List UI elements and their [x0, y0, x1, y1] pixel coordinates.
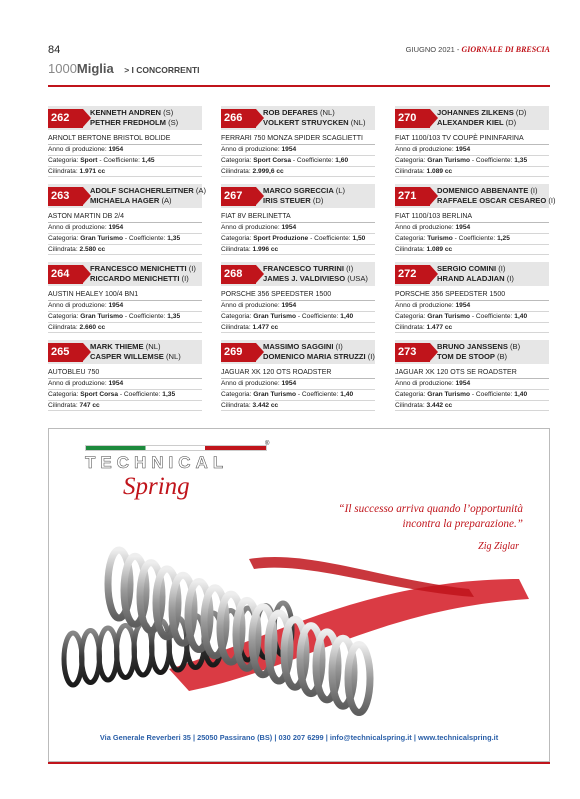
category-row [395, 312, 549, 323]
springs-illustration [49, 429, 549, 729]
codriver-country: (D) [312, 196, 324, 205]
category-row [221, 312, 375, 323]
entry-262 [48, 106, 202, 184]
issue-date: GIUGNO 2021 [405, 45, 455, 54]
entry-268 [221, 262, 375, 340]
driver-name-text: KENNETH ANDREN [90, 108, 162, 117]
entry-header [395, 184, 556, 208]
year-value: 1954 [108, 302, 124, 309]
year-value: 1954 [455, 224, 471, 231]
coefficient-value: 1,40 [514, 312, 528, 320]
section-brand [48, 61, 114, 76]
codriver-country: (A) [161, 196, 172, 205]
codriver-name [90, 196, 206, 206]
year-value: 1954 [281, 146, 297, 153]
entry-272 [395, 262, 549, 340]
displacement-value: 1.477 cc [426, 323, 453, 331]
entry-header [221, 340, 375, 364]
production-year-row [221, 301, 375, 312]
displacement-value: 3.442 cc [252, 401, 279, 409]
year-label: Anno di produzione: [395, 380, 454, 387]
coefficient-value: 1,35 [514, 156, 528, 164]
codriver-name [90, 352, 181, 362]
coefficient-label: - Coefficiente: [292, 156, 334, 164]
category-label: Categoria: [48, 390, 79, 398]
page-number: 84 [48, 44, 61, 56]
car-model: AUSTIN HEALEY 100/4 BN1 [48, 289, 202, 301]
category-row [221, 390, 375, 401]
driver-country: (I) [335, 342, 343, 351]
ad-brand-name: TECHNICAL [85, 453, 229, 472]
car-model: JAGUAR XK 120 OTS ROADSTER [221, 367, 375, 379]
production-year-row [395, 301, 549, 312]
year-label: Anno di produzione: [395, 302, 454, 309]
crew-names [437, 264, 514, 284]
codriver-name [437, 274, 514, 284]
category-label: Categoria: [221, 234, 252, 242]
displacement-label: Cilindrata: [221, 401, 251, 409]
displacement-row [48, 167, 202, 178]
codriver-name-text: TOM DE STOOP [437, 352, 495, 361]
driver-country: (NL) [145, 342, 161, 351]
year-label: Anno di produzione: [221, 302, 280, 309]
driver-name-text: ROB DEFARES [263, 108, 318, 117]
codriver-country: (S) [168, 118, 179, 127]
year-label: Anno di produzione: [395, 146, 454, 153]
driver-name [437, 342, 520, 352]
displacement-label: Cilindrata: [395, 167, 425, 175]
entry-269 [221, 340, 375, 418]
codriver-name [263, 352, 375, 362]
driver-name [263, 108, 366, 118]
displacement-label: Cilindrata: [221, 323, 251, 331]
driver-name-text: ADOLF SCHACHERLEITNER [90, 186, 194, 195]
codriver-country: (I) [367, 352, 375, 361]
codriver-country: (B) [496, 352, 508, 361]
displacement-label: Cilindrata: [48, 245, 78, 253]
codriver-name-text: ALEXANDER KIEL [437, 118, 504, 127]
section-divider [48, 85, 550, 87]
codriver-country: (I) [506, 274, 514, 283]
driver-name-text: JOHANNES ZILKENS [437, 108, 514, 117]
driver-name-text: MARCO SGRECCIA [263, 186, 334, 195]
displacement-value: 1.996 cc [252, 245, 279, 253]
category-row [221, 156, 375, 167]
entry-273 [395, 340, 549, 418]
codriver-name [263, 196, 345, 206]
entry-266 [221, 106, 375, 184]
entry-number-badge: 271 [395, 187, 430, 206]
coefficient-value: 1,35 [167, 234, 181, 242]
driver-country: (I) [498, 264, 506, 273]
production-year-row [48, 223, 202, 234]
driver-country: (I) [188, 264, 196, 273]
coefficient-label: - Coefficiente: [471, 390, 513, 398]
displacement-value: 2.660 cc [79, 323, 106, 331]
section-brand-name: Miglia [76, 61, 114, 76]
driver-country: (NL) [319, 108, 335, 117]
displacement-label: Cilindrata: [221, 245, 251, 253]
category-value: Sport Produzione [253, 234, 309, 242]
displacement-row [48, 245, 202, 256]
entries-column-1 [48, 106, 207, 418]
entry-header [48, 340, 202, 364]
entry-number-badge: 265 [48, 343, 83, 362]
codriver-name [263, 274, 368, 284]
car-model: AUTOBLEU 750 [48, 367, 202, 379]
production-year-row [395, 223, 549, 234]
coefficient-label: - Coefficiente: [297, 390, 339, 398]
car-model: FIAT 1100/103 TV COUPÈ PININFARINA [395, 133, 549, 145]
codriver-country: (USA) [347, 274, 368, 283]
displacement-label: Cilindrata: [221, 167, 251, 175]
driver-name-text: MARK THIEME [90, 342, 144, 351]
displacement-row [221, 245, 375, 256]
section-title [48, 60, 550, 80]
entry-header [48, 184, 207, 208]
entry-265 [48, 340, 202, 418]
crew-names [90, 108, 178, 128]
category-value: Gran Turismo [253, 312, 297, 320]
category-label: Categoria: [48, 234, 79, 242]
driver-name [90, 264, 196, 274]
entry-number-badge: 262 [48, 109, 83, 128]
coefficient-value: 1,35 [162, 390, 176, 398]
driver-name [90, 186, 206, 196]
crew-names [437, 342, 520, 362]
entry-number-badge: 263 [48, 187, 83, 206]
codriver-name-text: RICCARDO MENICHETTI [90, 274, 180, 283]
displacement-row [395, 245, 549, 256]
entry-number-badge: 269 [221, 343, 256, 362]
category-value: Gran Turismo [253, 390, 297, 398]
car-model: JAGUAR XK 120 OTS SE ROADSTER [395, 367, 549, 379]
entry-number-badge: 272 [395, 265, 430, 284]
entry-header [48, 262, 202, 286]
entries-column-3 [395, 106, 556, 418]
entry-header [395, 262, 549, 286]
driver-name-text: SERGIO COMINI [437, 264, 497, 273]
displacement-label: Cilindrata: [395, 323, 425, 331]
driver-country: (I) [530, 186, 538, 195]
coefficient-value: 1,45 [141, 156, 155, 164]
ad-quote-line-2: incontra la preparazione.” [402, 518, 523, 530]
year-value: 1954 [281, 380, 297, 387]
codriver-name-text: CASPER WILLEMSE [90, 352, 164, 361]
displacement-value: 2.999,6 cc [252, 167, 284, 175]
category-label: Categoria: [395, 312, 426, 320]
entry-number-badge: 264 [48, 265, 83, 284]
year-label: Anno di produzione: [221, 146, 280, 153]
category-value: Gran Turismo [80, 234, 124, 242]
category-label: Categoria: [395, 390, 426, 398]
production-year-row [395, 145, 549, 156]
coefficient-label: - Coefficiente: [124, 234, 166, 242]
displacement-value: 747 cc [79, 401, 100, 409]
displacement-row [395, 401, 549, 412]
entry-267 [221, 184, 375, 262]
codriver-name-text: JAMES J. VALDIVIESO [263, 274, 346, 283]
year-label: Anno di produzione: [48, 146, 107, 153]
driver-country: (I) [346, 264, 354, 273]
section-subtitle: > I CONCORRENTI [124, 65, 200, 75]
production-year-row [48, 379, 202, 390]
category-value: Gran Turismo [427, 312, 471, 320]
production-year-row [48, 301, 202, 312]
driver-name [263, 264, 368, 274]
crew-names [263, 186, 345, 206]
codriver-name [263, 118, 366, 128]
entry-number-badge: 268 [221, 265, 256, 284]
category-row [395, 390, 549, 401]
entry-263 [48, 184, 207, 262]
codriver-name [437, 118, 526, 128]
year-label: Anno di produzione: [221, 224, 280, 231]
driver-name [90, 108, 178, 118]
driver-name-text: BRUNO JANSSENS [437, 342, 508, 351]
displacement-row [395, 323, 549, 334]
coefficient-label: - Coefficiente: [99, 156, 140, 164]
year-label: Anno di produzione: [395, 224, 454, 231]
entry-header [221, 106, 375, 130]
category-label: Categoria: [221, 156, 252, 164]
category-row [395, 156, 549, 167]
codriver-name-text: IRIS STEUER [263, 196, 311, 205]
category-label: Categoria: [48, 312, 79, 320]
coefficient-label: - Coefficiente: [310, 234, 351, 242]
displacement-row [221, 401, 375, 412]
crew-names [263, 264, 368, 284]
displacement-label: Cilindrata: [395, 245, 425, 253]
page-header [48, 44, 550, 56]
coefficient-label: - Coefficiente: [124, 312, 166, 320]
codriver-country: (I) [181, 274, 189, 283]
driver-name [263, 186, 345, 196]
codriver-name-text: PETHER FREDHOLM [90, 118, 166, 127]
car-model: ASTON MARTIN DB 2/4 [48, 211, 202, 223]
driver-name [437, 108, 526, 118]
ad-quote-author: Zig Ziglar [478, 541, 519, 552]
displacement-value: 2.580 cc [79, 245, 106, 253]
driver-name [437, 186, 556, 196]
car-model: FIAT 8V BERLINETTA [221, 211, 375, 223]
crew-names [437, 186, 556, 206]
displacement-label: Cilindrata: [395, 401, 425, 409]
category-value: Gran Turismo [427, 156, 471, 164]
displacement-value: 3.442 cc [426, 401, 453, 409]
coefficient-label: - Coefficiente: [454, 234, 496, 242]
year-value: 1954 [108, 224, 124, 231]
page-bottom-rule [48, 762, 550, 764]
section-brand-number: 1000 [48, 61, 77, 76]
production-year-row [48, 145, 202, 156]
coefficient-label: - Coefficiente: [471, 312, 513, 320]
entry-number-badge: 266 [221, 109, 256, 128]
codriver-name-text: MICHAELA HAGER [90, 196, 160, 205]
coefficient-value: 1,60 [335, 156, 349, 164]
production-year-row [395, 379, 549, 390]
crew-names [263, 342, 375, 362]
displacement-row [221, 323, 375, 334]
category-row [48, 312, 202, 323]
coefficient-value: 1,25 [497, 234, 510, 242]
entry-264 [48, 262, 202, 340]
codriver-name [437, 352, 520, 362]
entry-271 [395, 184, 556, 262]
year-value: 1954 [281, 224, 297, 231]
entries-column-2 [221, 106, 375, 418]
newspaper-info [406, 45, 550, 54]
displacement-label: Cilindrata: [48, 167, 78, 175]
entry-number-badge: 267 [221, 187, 256, 206]
displacement-label: Cilindrata: [48, 401, 78, 409]
category-row [48, 234, 202, 245]
driver-name-text: DOMENICO ABBENANTE [437, 186, 529, 195]
ad-contact-footer[interactable]: Via Generale Reverberi 35 | 25050 Passirano (BS) | 030 207 6299 | info@technicalspring.it | www.technicalspring.it [99, 733, 499, 742]
crew-names [90, 342, 181, 362]
codriver-name-text: VOLKERT STRUYCKEN [263, 118, 349, 127]
coefficient-value: 1,40 [340, 312, 354, 320]
codriver-country: (NL) [165, 352, 181, 361]
category-label: Categoria: [221, 312, 252, 320]
crew-names [437, 108, 526, 128]
year-label: Anno di produzione: [221, 380, 280, 387]
entry-number-badge: 273 [395, 343, 430, 362]
displacement-label: Cilindrata: [48, 323, 78, 331]
coefficient-label: - Coefficiente: [297, 312, 339, 320]
driver-name-text: FRANCESCO MENICHETTI [90, 264, 187, 273]
displacement-value: 1.089 cc [426, 245, 453, 253]
category-label: Categoria: [395, 234, 426, 242]
year-value: 1954 [455, 146, 471, 153]
codriver-name-text: DOMENICO MARIA STRUZZI [263, 352, 366, 361]
category-value: Sport Corsa [80, 390, 119, 398]
category-label: Categoria: [221, 390, 252, 398]
year-label: Anno di produzione: [48, 224, 107, 231]
category-label: Categoria: [48, 156, 79, 164]
silver-spring-coils [108, 550, 370, 713]
entry-header [48, 106, 202, 130]
category-row [221, 234, 375, 245]
driver-name [90, 342, 181, 352]
codriver-name-text: HRAND ALADJIAN [437, 274, 505, 283]
driver-country: (L) [335, 186, 346, 195]
coefficient-label: - Coefficiente: [119, 390, 161, 398]
ribbon-fold [249, 557, 474, 597]
driver-name-text: MASSIMO SAGGINI [263, 342, 334, 351]
car-model: ARNOLT BERTONE BRISTOL BOLIDE [48, 133, 202, 145]
production-year-row [221, 145, 375, 156]
category-value: Sport [80, 156, 98, 164]
codriver-name [90, 274, 196, 284]
spring-coil [348, 645, 370, 713]
category-value: Gran Turismo [427, 390, 471, 398]
production-year-row [221, 223, 375, 234]
car-model: PORSCHE 356 SPEEDSTER 1500 [395, 289, 549, 301]
coefficient-label: - Coefficiente: [471, 156, 513, 164]
newspaper-name: GIORNALE DI BRESCIA [461, 45, 550, 54]
driver-country: (S) [163, 108, 174, 117]
crew-names [90, 186, 206, 206]
entry-header [395, 106, 549, 130]
category-label: Categoria: [395, 156, 426, 164]
ad-brand-script: Spring [123, 473, 190, 500]
registered-mark: ® [265, 441, 270, 447]
driver-name [437, 264, 514, 274]
coefficient-value: 1,40 [340, 390, 354, 398]
advertisement[interactable] [48, 428, 550, 762]
year-value: 1954 [108, 146, 124, 153]
coefficient-value: 1,40 [514, 390, 528, 398]
category-value: Turismo [427, 234, 453, 242]
production-year-row [221, 379, 375, 390]
displacement-row [48, 401, 202, 412]
category-row [395, 234, 549, 245]
codriver-country: (D) [505, 118, 517, 127]
entry-header [221, 184, 375, 208]
displacement-value: 1.971 cc [79, 167, 106, 175]
year-value: 1954 [455, 302, 471, 309]
year-value: 1954 [281, 302, 297, 309]
category-value: Gran Turismo [80, 312, 124, 320]
displacement-value: 1.477 cc [252, 323, 279, 331]
header-separator: - [454, 45, 462, 54]
codriver-name [437, 196, 556, 206]
driver-country: (D) [515, 108, 527, 117]
category-value: Sport Corsa [253, 156, 292, 164]
entry-header [221, 262, 375, 286]
coefficient-value: 1,50 [352, 234, 366, 242]
entry-270 [395, 106, 549, 184]
driver-country: (B) [510, 342, 521, 351]
driver-country: (A) [195, 186, 207, 195]
driver-name [263, 342, 375, 352]
entry-header [395, 340, 549, 364]
entry-number-badge: 270 [395, 109, 430, 128]
ad-quote-line-1: “Il successo arriva quando l’opportunità [338, 503, 523, 515]
year-value: 1954 [108, 380, 124, 387]
car-model: FIAT 1100/103 BERLINA [395, 211, 549, 223]
codriver-name-text: RAFFAELE OSCAR CESAREO [437, 196, 547, 205]
year-value: 1954 [455, 380, 471, 387]
displacement-row [221, 167, 375, 178]
year-label: Anno di produzione: [48, 302, 107, 309]
crew-names [263, 108, 366, 128]
crew-names [90, 264, 196, 284]
coefficient-value: 1,35 [167, 312, 181, 320]
car-model: PORSCHE 356 SPEEDSTER 1500 [221, 289, 375, 301]
codriver-country: (NL) [350, 118, 366, 127]
car-model: FERRARI 750 MONZA SPIDER SCAGLIETTI [221, 133, 375, 145]
driver-name-text: FRANCESCO TURRINI [263, 264, 344, 273]
category-row [48, 156, 202, 167]
category-row [48, 390, 202, 401]
displacement-row [395, 167, 549, 178]
codriver-country: (I) [548, 196, 556, 205]
year-label: Anno di produzione: [48, 380, 107, 387]
displacement-value: 1.089 cc [426, 167, 453, 175]
codriver-name [90, 118, 178, 128]
displacement-row [48, 323, 202, 334]
